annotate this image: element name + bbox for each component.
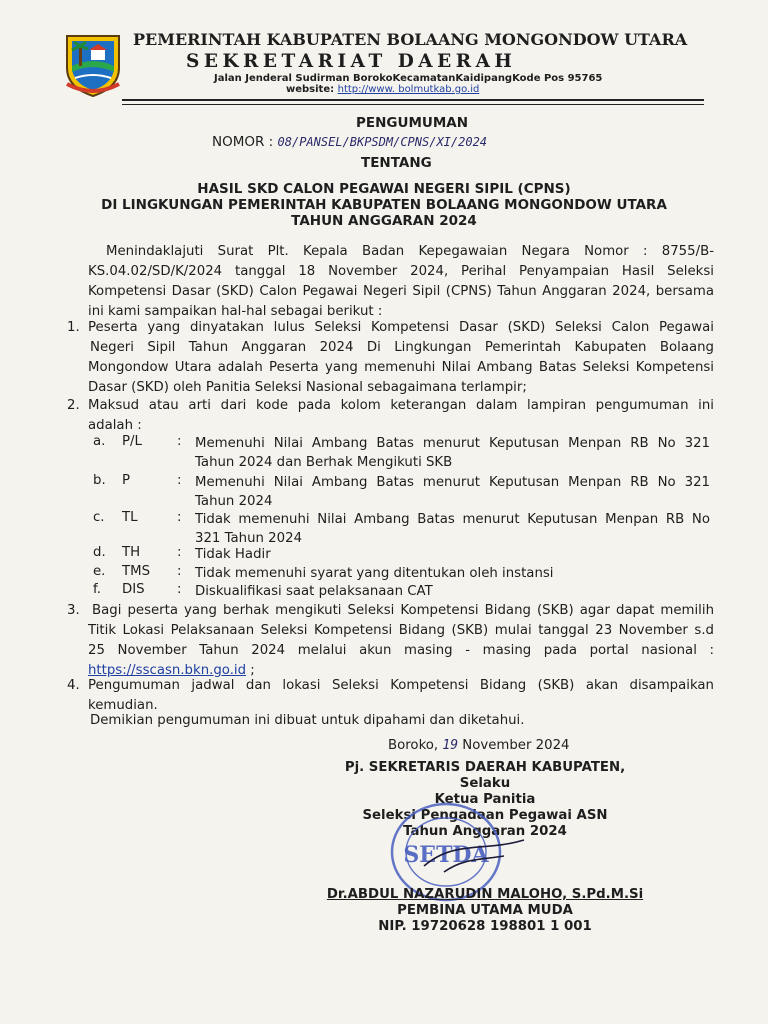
subject-heading: TENTANG: [361, 155, 432, 171]
list-number: 3.: [67, 603, 80, 618]
code-name: TMS: [122, 564, 151, 579]
description-line: Tidak memenuhi Nilai Ambang Batas menurut Keputusan Menpan RB No: [195, 512, 710, 527]
website-label: website:: [286, 84, 335, 95]
signatory-title: Seleksi Pengadaan Pegawai ASN: [362, 808, 608, 823]
item-line: kemudian.: [88, 698, 158, 713]
month-year: November 2024: [462, 738, 570, 753]
website-line: [286, 84, 479, 95]
number-label: NOMOR :: [212, 134, 274, 150]
item-line: Pengumuman jadwal dan lokasi Seleksi Kompetensi Bidang (SKB) akan disampaikan: [88, 678, 714, 693]
list-item: [88, 396, 714, 436]
subject-line: TAHUN ANGGARAN 2024: [291, 213, 477, 229]
code-description: [195, 545, 710, 564]
signatory-name: Dr.ABDUL NAZARUDIN MALOHO, S.Pd.M.Si: [326, 887, 644, 902]
code-description: [195, 582, 710, 601]
description-line: Tidak Hadir: [195, 547, 271, 562]
description-line: Memenuhi Nilai Ambang Batas menurut Keputusan Menpan RB No 321: [195, 475, 710, 490]
sscasn-portal-link[interactable]: https://sscasn.bkn.go.id: [88, 663, 247, 678]
paragraph-line: Kompetensi Dasar (SKD) Calon Pegawai Negeri Sipil (CPNS) Tahun Anggaran 2024, bersama: [88, 284, 714, 299]
paragraph-line: Menindaklajuti Surat Plt. Kepala Badan Kepegawaian Negara Nomor : 8755/B-: [106, 244, 714, 259]
number-value-handwritten: 08/PANSEL/BKPSDM/CPNS/XI/2024: [277, 135, 488, 149]
code-name: TH: [122, 545, 141, 560]
paragraph-line: KS.04.02/SD/K/2024 tanggal 18 November 2024, Perihal Penyampaian Hasil Seleksi: [88, 264, 714, 279]
subject-line: DI LINGKUNGAN PEMERINTAH KABUPATEN BOLAANG MONGONDOW UTARA: [101, 197, 667, 213]
list-number: 1.: [67, 320, 80, 335]
code-letter: c.: [93, 510, 105, 525]
code-colon: :: [177, 473, 182, 488]
document-number: [212, 134, 487, 150]
code-letter: a.: [93, 434, 106, 449]
description-line: Tahun 2024: [195, 494, 273, 509]
letterhead-divider-thin: [122, 104, 704, 105]
description-line: Tidak memenuhi syarat yang ditentukan oleh instansi: [195, 566, 554, 581]
code-name: TL: [122, 510, 138, 525]
place-date: [388, 738, 570, 753]
code-description: [195, 473, 710, 511]
code-name: DIS: [122, 582, 145, 597]
item-line: Negeri Sipil Tahun Anggaran 2024 Di Lingkungan Pemerintah Kabupaten Bolaang: [90, 340, 714, 355]
stamp-text: SETDA: [403, 842, 489, 868]
code-colon: :: [177, 582, 182, 597]
code-letter: b.: [93, 473, 106, 488]
office-address: Jalan Jenderal Sudirman BorokoKecamatanKaidipangKode Pos 95765: [214, 73, 603, 84]
code-colon: :: [177, 434, 182, 449]
intro-paragraph: [88, 242, 714, 322]
code-description: [195, 510, 710, 548]
signatory-nip: NIP. 19720628 198801 1 001: [378, 919, 592, 934]
description-line: Tahun 2024 dan Berhak Mengikuti SKB: [195, 455, 453, 470]
code-letter: e.: [93, 564, 106, 579]
code-name: P/L: [122, 434, 142, 449]
signatory-title: Tahun Anggaran 2024: [403, 824, 567, 839]
item-line: 25 November Tahun 2024 melalui akun masing - masing pada portal nasional :: [88, 643, 714, 658]
subject-line: HASIL SKD CALON PEGAWAI NEGERI SIPIL (CPNS): [197, 181, 571, 197]
item-line: Peserta yang dinyatakan lulus Seleksi Kompetensi Dasar (SKD) Seleksi Calon Pegawai: [88, 320, 714, 335]
item-line: adalah :: [88, 418, 142, 433]
description-line: Memenuhi Nilai Ambang Batas menurut Keputusan Menpan RB No 321: [195, 436, 710, 451]
signatory-title: Pj. SEKRETARIS DAERAH KABUPATEN,: [344, 760, 626, 775]
code-name: P: [122, 473, 131, 488]
link-suffix: ;: [246, 663, 255, 678]
signatory-title: Selaku: [459, 776, 511, 791]
code-description: [195, 564, 710, 583]
letterhead-divider-thick: [122, 99, 704, 101]
document-heading: PENGUMUMAN: [356, 115, 469, 131]
code-description: [195, 434, 710, 472]
code-colon: :: [177, 545, 182, 560]
signatory-title: Ketua Panitia: [434, 792, 536, 807]
code-letter: d.: [93, 545, 106, 560]
list-item: [88, 601, 714, 681]
closing-sentence: Demikian pengumuman ini dibuat untuk dipahami dan diketahui.: [90, 713, 525, 728]
list-number: 2.: [67, 398, 80, 413]
item-line: Dasar (SKD) oleh Panitia Seleksi Nasional sebagaimana terlampir;: [88, 380, 527, 395]
place: Boroko,: [388, 738, 439, 753]
signatory-rank: PEMBINA UTAMA MUDA: [397, 903, 573, 918]
item-line: Bagi peserta yang berhak mengikuti Seleksi Kompetensi Bidang (SKB) agar dapat memilih: [92, 603, 714, 618]
government-name: PEMERINTAH KABUPATEN BOLAANG MONGONDOW UTARA: [133, 30, 688, 49]
list-item: [88, 676, 714, 716]
website-link[interactable]: http://www. bolmutkab.go.id: [337, 84, 480, 95]
code-colon: :: [177, 510, 182, 525]
item-line: Titik Lokasi Pelaksanaan Seleksi Kompetensi Bidang (SKB) mulai tanggal 23 November s.d: [88, 623, 714, 638]
code-letter: f.: [93, 582, 101, 597]
item-line: Maksud atau arti dari kode pada kolom keterangan dalam lampiran pengumuman ini: [88, 398, 714, 413]
regency-emblem-logo: [63, 32, 123, 98]
item-line: Mongondow Utara adalah Peserta yang memenuhi Nilai Ambang Batas Seleksi Kompetensi: [88, 360, 714, 375]
list-number: 4.: [67, 678, 80, 693]
description-line: 321 Tahun 2024: [195, 531, 303, 546]
list-item: [88, 318, 714, 398]
paragraph-line: ini kami sampaikan hal-hal sebagai berikut :: [88, 304, 383, 319]
day-handwritten: 19: [442, 738, 459, 753]
office-name: SEKRETARIAT DAERAH: [186, 51, 517, 72]
code-colon: :: [177, 564, 182, 579]
description-line: Diskualifikasi saat pelaksanaan CAT: [195, 584, 433, 599]
